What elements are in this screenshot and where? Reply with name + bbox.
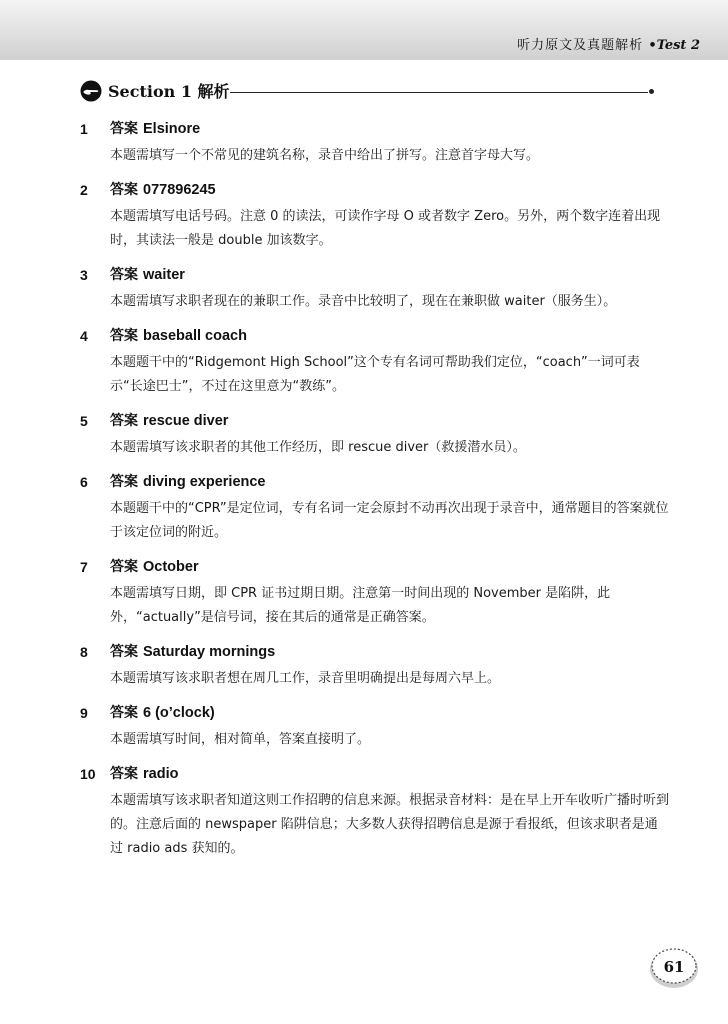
answer-value: waiter: [143, 267, 185, 283]
running-header: [517, 34, 700, 53]
item-number: 5: [80, 413, 88, 429]
answer-item: [80, 118, 670, 168]
answer-value: Elsinore: [143, 121, 201, 137]
explanation: 本题需填写该求职者想在周几工作，录音里明确提出是每周六早上。: [110, 671, 501, 686]
answer-value: 6 (o’clock): [143, 705, 215, 721]
answer-item: [80, 641, 670, 691]
answer-label: 答案: [110, 182, 138, 198]
item-number: 3: [80, 267, 88, 283]
item-number: 9: [80, 705, 88, 721]
section-heading: [80, 78, 654, 104]
answer-value: radio: [143, 766, 179, 782]
section-rule-dot: [649, 89, 654, 94]
explanation: 本题需填写该求职者知道这则工作招聘的信息来源。根据录音材料：是在早上开车收听广播时听到的。注意后面的 newspaper 陷阱信息；大多数人获得招聘信息是源于看报纸，但该求职者是通过 radio ads 获知的。: [110, 793, 670, 856]
answer-item: [80, 410, 670, 460]
explanation: 本题需填写一个不常见的建筑名称，录音中给出了拼写。注意首字母大写。: [110, 148, 540, 163]
answer-item: [80, 325, 670, 399]
answer-label: 答案: [110, 559, 138, 575]
answer-item: [80, 264, 670, 314]
answer-item: [80, 702, 670, 752]
header-title: 听力原文及真题解析: [517, 38, 644, 53]
explanation: 本题需填写日期，即 CPR 证书过期日期。注意第一时间出现的 November 是陷阱，此外，“actually”是信号词，接在其后的通常是正确答案。: [110, 586, 611, 625]
explanation: 本题需填写求职者现在的兼职工作。录音中比较明了，现在在兼职做 waiter（服务生）。: [110, 294, 617, 309]
answer-item: [80, 471, 670, 545]
answer-list: [80, 118, 670, 872]
page-number: 61: [663, 958, 685, 976]
answer-value: Saturday mornings: [143, 644, 276, 660]
section-rule: [230, 92, 648, 93]
answer-label: 答案: [110, 121, 138, 137]
header-test-label: •Test 2: [648, 38, 700, 53]
answer-item: [80, 763, 670, 861]
answer-value: baseball coach: [143, 328, 247, 344]
explanation: 本题题干中的“CPR”是定位词，专有名词一定会原封不动再次出现于录音中，通常题目的答案就位于该定位词的附近。: [110, 501, 669, 540]
answer-value: 077896245: [143, 182, 216, 198]
page-number-badge: [646, 944, 702, 990]
answer-value: diving experience: [143, 474, 266, 490]
answer-item: [80, 556, 670, 630]
item-number: 8: [80, 644, 88, 660]
answer-label: 答案: [110, 328, 138, 344]
item-number: 10: [80, 766, 96, 782]
answer-label: 答案: [110, 644, 138, 660]
explanation: 本题需填写时间，相对简单，答案直接明了。: [110, 732, 371, 747]
answer-item: [80, 179, 670, 253]
explanation: 本题需填写电话号码。注意 0 的读法，可读作字母 O 或者数字 Zero。另外，两个数字连着出现时，其读法一般是 double 加该数字。: [110, 209, 661, 248]
pointing-hand-icon: [80, 80, 102, 102]
explanation: 本题题干中的“Ridgemont High School”这个专有名词可帮助我们定位，“coach”一词可表示“长途巴士”，不过在这里意为“教练”。: [110, 355, 640, 394]
answer-label: 答案: [110, 705, 138, 721]
answer-label: 答案: [110, 267, 138, 283]
item-number: 2: [80, 182, 88, 198]
answer-label: 答案: [110, 413, 138, 429]
answer-value: rescue diver: [143, 413, 229, 429]
item-number: 1: [80, 121, 88, 137]
item-number: 4: [80, 328, 88, 344]
answer-label: 答案: [110, 474, 138, 490]
explanation: 本题需填写该求职者的其他工作经历，即 rescue diver（救援潜水员）。: [110, 440, 526, 455]
item-number: 6: [80, 474, 88, 490]
answer-label: 答案: [110, 766, 138, 782]
answer-value: October: [143, 559, 199, 575]
item-number: 7: [80, 559, 88, 575]
section-title: Section 1 解析: [108, 82, 230, 101]
